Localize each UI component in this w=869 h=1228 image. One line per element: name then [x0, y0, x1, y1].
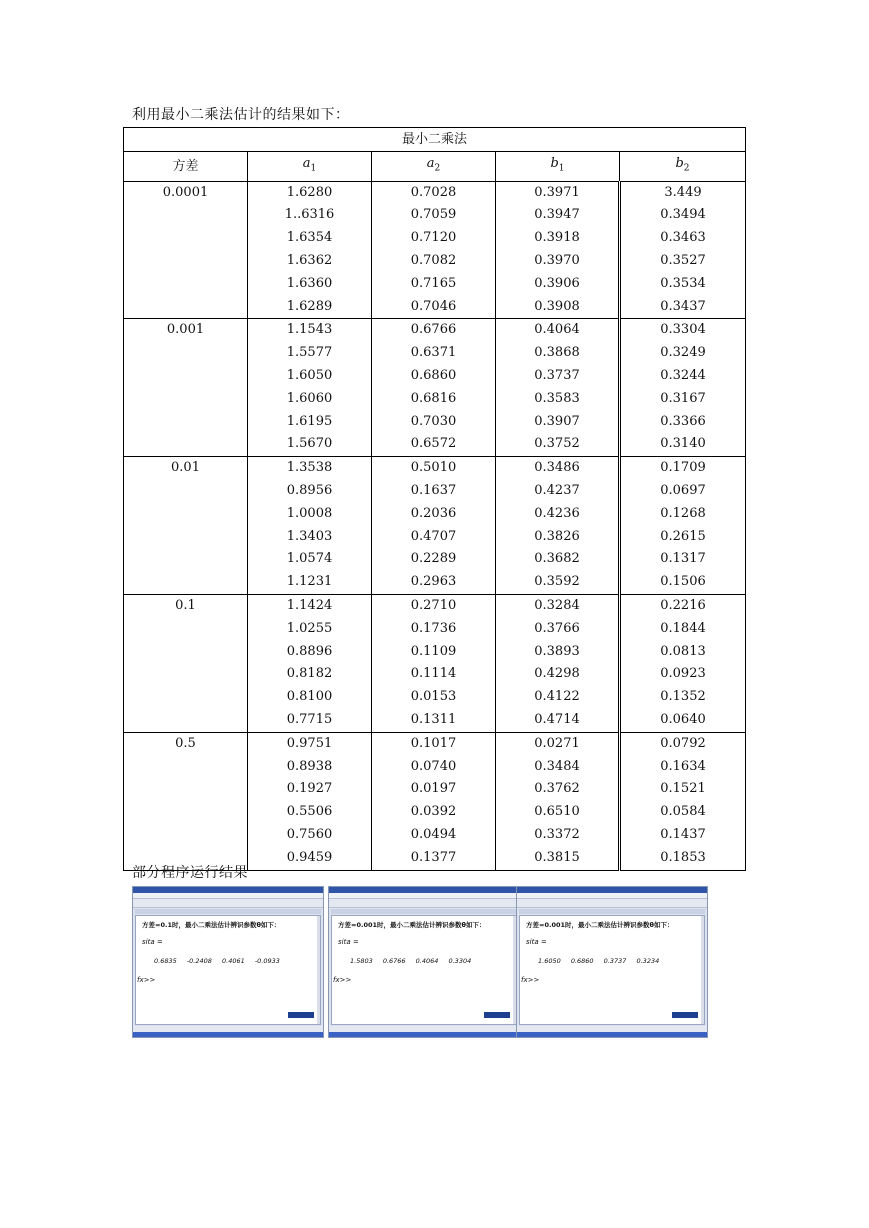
matlab-window-screenshot	[132, 886, 324, 1038]
value-cell: 0.4064	[496, 319, 620, 342]
value-cell: 0.9751	[248, 732, 372, 755]
value-cell: 0.0813	[620, 641, 746, 664]
command-window-header	[519, 909, 705, 914]
table-row	[124, 319, 746, 342]
value-cell: 0.1844	[620, 618, 746, 641]
value-cell: 0.3140	[620, 433, 746, 456]
table-row	[124, 204, 746, 227]
value-cell: 1.3403	[248, 526, 372, 549]
partial-results-label: 部分程序运行结果	[132, 865, 248, 881]
variance-cell	[124, 204, 248, 227]
status-badge	[288, 1012, 314, 1018]
header-variance: 方差	[124, 152, 248, 182]
value-cell: 0.3284	[496, 594, 620, 617]
variance-cell	[124, 618, 248, 641]
value-cell: 0.1377	[372, 847, 496, 870]
variance-cell	[124, 433, 248, 456]
taskbar	[329, 1032, 519, 1037]
program-output-screenshots	[132, 886, 714, 1038]
value-cell: 0.3815	[496, 847, 620, 870]
value-cell: 0.4298	[496, 663, 620, 686]
variance-cell	[124, 663, 248, 686]
table-row	[124, 709, 746, 732]
value-cell: 1.6195	[248, 411, 372, 434]
command-prompt: fx>>	[137, 976, 156, 984]
value-cell: 0.3366	[620, 411, 746, 434]
value-cell: 0.7120	[372, 227, 496, 250]
value-cell: 0.3766	[496, 618, 620, 641]
table-row	[124, 503, 746, 526]
table-row	[124, 227, 746, 250]
value-cell: 0.4236	[496, 503, 620, 526]
value-cell: 0.1634	[620, 756, 746, 779]
value-cell: 0.1637	[372, 480, 496, 503]
variance-cell: 0.5	[124, 732, 248, 755]
table-title: 最小二乘法	[124, 128, 746, 152]
value-cell: 0.3752	[496, 433, 620, 456]
value-cell: 0.1521	[620, 778, 746, 801]
variance-cell	[124, 686, 248, 709]
variance-cell	[124, 388, 248, 411]
value-cell: 0.6371	[372, 342, 496, 365]
output-line: 方差=0.001时，最小二乘法估计辨识参数θ如下：	[526, 921, 674, 929]
header-b1: $b_1$	[496, 152, 620, 182]
value-cell: 0.5010	[372, 457, 496, 480]
value-cell: 0.0792	[620, 732, 746, 755]
variance-cell	[124, 480, 248, 503]
variance-cell	[124, 709, 248, 732]
value-cell: 0.3893	[496, 641, 620, 664]
value-cell: 0.2216	[620, 594, 746, 617]
value-cell: 0.3592	[496, 571, 620, 594]
output-value: 0.6766	[382, 957, 406, 965]
output-values	[538, 957, 659, 965]
value-cell: 3.449	[620, 181, 746, 204]
variance-cell	[124, 411, 248, 434]
variance-cell: 0.0001	[124, 181, 248, 204]
value-cell: 0.7028	[372, 181, 496, 204]
value-cell: 1.5577	[248, 342, 372, 365]
table-row	[124, 571, 746, 594]
taskbar	[517, 1032, 707, 1037]
value-cell: 0.6816	[372, 388, 496, 411]
variance-cell	[124, 227, 248, 250]
variance-cell	[124, 526, 248, 549]
value-cell: 0.8896	[248, 641, 372, 664]
value-cell: 0.1352	[620, 686, 746, 709]
value-cell: 0.1017	[372, 732, 496, 755]
variance-cell	[124, 571, 248, 594]
value-cell: 1.1543	[248, 319, 372, 342]
value-cell: 0.0494	[372, 824, 496, 847]
table-row	[124, 548, 746, 571]
value-cell: 0.3372	[496, 824, 620, 847]
header-a1: $a_1$	[248, 152, 372, 182]
value-cell: 0.0197	[372, 778, 496, 801]
value-cell: 0.3486	[496, 457, 620, 480]
variance-cell: 0.001	[124, 319, 248, 342]
variance-cell	[124, 273, 248, 296]
table-row	[124, 594, 746, 617]
value-cell: 0.3918	[496, 227, 620, 250]
value-cell: 0.3249	[620, 342, 746, 365]
value-cell: 0.7030	[372, 411, 496, 434]
value-cell: 0.2289	[372, 548, 496, 571]
variance-cell	[124, 801, 248, 824]
command-window-header	[135, 909, 321, 914]
table-row	[124, 480, 746, 503]
value-cell: 0.4707	[372, 526, 496, 549]
variance-cell	[124, 641, 248, 664]
value-cell: 0.1317	[620, 548, 746, 571]
output-value: 0.6860	[570, 957, 594, 965]
toolbar	[329, 899, 519, 908]
variance-cell: 0.01	[124, 457, 248, 480]
value-cell: 0.6766	[372, 319, 496, 342]
value-cell: 0.0153	[372, 686, 496, 709]
value-cell: 0.3906	[496, 273, 620, 296]
value-cell: 1.3538	[248, 457, 372, 480]
output-values	[154, 957, 280, 965]
output-value: -0.2408	[186, 957, 212, 965]
value-cell: 0.3527	[620, 250, 746, 273]
variable-name: sita =	[526, 938, 547, 946]
variance-cell	[124, 365, 248, 388]
table-row	[124, 732, 746, 755]
table-row	[124, 641, 746, 664]
command-prompt: fx>>	[333, 976, 352, 984]
table-row	[124, 824, 746, 847]
toolbar	[133, 899, 323, 908]
scrollbar	[701, 916, 704, 1024]
table-row	[124, 618, 746, 641]
value-cell: 0.9459	[248, 847, 372, 870]
value-cell: 0.3494	[620, 204, 746, 227]
value-cell: 0.7082	[372, 250, 496, 273]
value-cell: 0.4714	[496, 709, 620, 732]
value-cell: 0.3826	[496, 526, 620, 549]
output-value: 0.6835	[154, 957, 177, 965]
output-value: 1.5803	[350, 957, 373, 965]
value-cell: 0.3682	[496, 548, 620, 571]
variance-cell	[124, 824, 248, 847]
command-window	[331, 915, 517, 1025]
output-value: -0.0933	[254, 957, 280, 965]
matlab-window-screenshot	[328, 886, 520, 1038]
command-window	[519, 915, 705, 1025]
value-cell: 1.1231	[248, 571, 372, 594]
value-cell: 0.1114	[372, 663, 496, 686]
output-value: 0.3234	[636, 957, 660, 965]
value-cell: 0.3868	[496, 342, 620, 365]
value-cell: 0.0640	[620, 709, 746, 732]
table-row	[124, 365, 746, 388]
table-row	[124, 778, 746, 801]
matlab-window-screenshot	[516, 886, 708, 1038]
table-row	[124, 273, 746, 296]
status-badge	[672, 1012, 698, 1018]
value-cell: 0.0697	[620, 480, 746, 503]
variance-cell	[124, 503, 248, 526]
value-cell: 0.3437	[620, 296, 746, 319]
value-cell: 0.8938	[248, 756, 372, 779]
value-cell: 0.1853	[620, 847, 746, 870]
value-cell: 0.1311	[372, 709, 496, 732]
value-cell: 0.8182	[248, 663, 372, 686]
value-cell: 0.0923	[620, 663, 746, 686]
value-cell: 0.1268	[620, 503, 746, 526]
header-a2: $a_2$	[372, 152, 496, 182]
variance-cell	[124, 756, 248, 779]
value-cell: 0.3463	[620, 227, 746, 250]
value-cell: 0.6860	[372, 365, 496, 388]
table-row	[124, 526, 746, 549]
value-cell: 0.0392	[372, 801, 496, 824]
value-cell: 1.5670	[248, 433, 372, 456]
table-row	[124, 433, 746, 456]
output-values	[350, 957, 471, 965]
value-cell: 0.8100	[248, 686, 372, 709]
value-cell: 0.3484	[496, 756, 620, 779]
least-squares-table	[123, 127, 746, 871]
value-cell: 0.3971	[496, 181, 620, 204]
value-cell: 1.6360	[248, 273, 372, 296]
value-cell: 0.4237	[496, 480, 620, 503]
variance-cell: 0.1	[124, 594, 248, 617]
value-cell: 0.3534	[620, 273, 746, 296]
value-cell: 1.0008	[248, 503, 372, 526]
variance-cell	[124, 548, 248, 571]
value-cell: 0.1709	[620, 457, 746, 480]
value-cell: 1..6316	[248, 204, 372, 227]
output-value: 1.6050	[538, 957, 561, 965]
value-cell: 0.3947	[496, 204, 620, 227]
value-cell: 0.3737	[496, 365, 620, 388]
value-cell: 0.2710	[372, 594, 496, 617]
value-cell: 0.0584	[620, 801, 746, 824]
value-cell: 1.0574	[248, 548, 372, 571]
variance-cell	[124, 250, 248, 273]
value-cell: 1.1424	[248, 594, 372, 617]
value-cell: 0.3762	[496, 778, 620, 801]
value-cell: 0.0271	[496, 732, 620, 755]
value-cell: 0.1736	[372, 618, 496, 641]
table-row	[124, 342, 746, 365]
status-badge	[484, 1012, 510, 1018]
value-cell: 0.1506	[620, 571, 746, 594]
variance-cell	[124, 342, 248, 365]
value-cell: 0.1109	[372, 641, 496, 664]
value-cell: 0.3970	[496, 250, 620, 273]
value-cell: 0.3304	[620, 319, 746, 342]
variance-cell	[124, 778, 248, 801]
value-cell: 0.1437	[620, 824, 746, 847]
value-cell: 0.2963	[372, 571, 496, 594]
value-cell: 0.7560	[248, 824, 372, 847]
variance-cell	[124, 296, 248, 319]
table-row	[124, 388, 746, 411]
output-value: 0.4064	[415, 957, 439, 965]
table-row	[124, 296, 746, 319]
output-line: 方差=0.001时，最小二乘法估计辨识参数θ如下：	[338, 921, 486, 929]
value-cell: 0.7165	[372, 273, 496, 296]
value-cell: 0.7059	[372, 204, 496, 227]
variable-name: sita =	[142, 938, 163, 946]
table-row	[124, 756, 746, 779]
value-cell: 0.7715	[248, 709, 372, 732]
value-cell: 1.6289	[248, 296, 372, 319]
output-value: 0.4061	[222, 957, 245, 965]
scrollbar	[317, 916, 320, 1024]
value-cell: 0.2036	[372, 503, 496, 526]
value-cell: 0.0740	[372, 756, 496, 779]
header-b2: $b_2$	[620, 152, 746, 182]
value-cell: 0.3244	[620, 365, 746, 388]
value-cell: 0.8956	[248, 480, 372, 503]
intro-text: 利用最小二乘法估计的结果如下：	[132, 107, 350, 123]
command-prompt: fx>>	[521, 976, 540, 984]
value-cell: 0.6510	[496, 801, 620, 824]
toolbar	[517, 899, 707, 908]
value-cell: 0.3908	[496, 296, 620, 319]
value-cell: 0.4122	[496, 686, 620, 709]
value-cell: 0.1927	[248, 778, 372, 801]
output-value: 0.3737	[603, 957, 627, 965]
value-cell: 0.6572	[372, 433, 496, 456]
table-row	[124, 801, 746, 824]
value-cell: 0.3167	[620, 388, 746, 411]
table-row	[124, 663, 746, 686]
command-window	[135, 915, 321, 1025]
value-cell: 1.6050	[248, 365, 372, 388]
command-window-header	[331, 909, 517, 914]
value-cell: 0.5506	[248, 801, 372, 824]
variable-name: sita =	[338, 938, 359, 946]
table-row	[124, 686, 746, 709]
output-line: 方差=0.1时，最小二乘法估计辨识参数θ如下：	[142, 921, 281, 929]
table-row	[124, 411, 746, 434]
value-cell: 1.6280	[248, 181, 372, 204]
value-cell: 1.6060	[248, 388, 372, 411]
value-cell: 0.3907	[496, 411, 620, 434]
value-cell: 1.0255	[248, 618, 372, 641]
table-row	[124, 181, 746, 204]
output-value: 0.3304	[448, 957, 472, 965]
taskbar	[133, 1032, 323, 1037]
value-cell: 0.3583	[496, 388, 620, 411]
value-cell: 1.6362	[248, 250, 372, 273]
table-row	[124, 250, 746, 273]
value-cell: 0.7046	[372, 296, 496, 319]
value-cell: 0.2615	[620, 526, 746, 549]
value-cell: 1.6354	[248, 227, 372, 250]
table-row	[124, 457, 746, 480]
